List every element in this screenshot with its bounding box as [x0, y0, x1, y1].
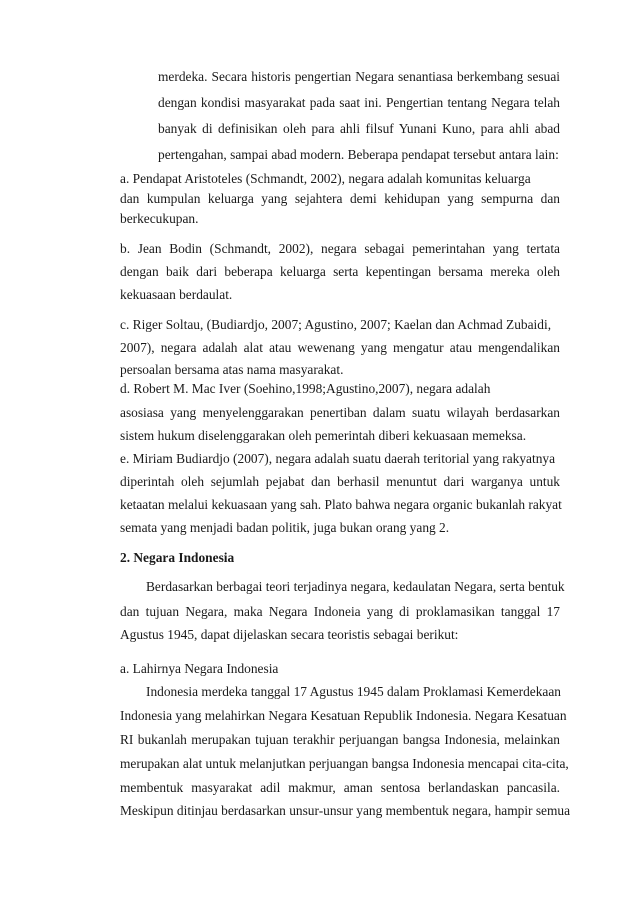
list-item-a-line: berkecukupan. — [120, 211, 199, 226]
section-paragraph-line: dan tujuan Negara, maka Negara Indoneia yang di proklamasikan tanggal 17 — [120, 604, 560, 619]
list-item-a-line: dan kumpulan keluarga yang sejahtera demi kehidupan yang sempurna dan — [120, 191, 560, 206]
section-heading: 2. Negara Indonesia — [120, 550, 235, 565]
list-item-d-line: asosiasa yang menyelenggarakan penertiban dalam suatu wilayah berdasarkan — [120, 405, 560, 420]
list-item-b-line: b. Jean Bodin (Schmandt, 2002), negara sebagai pemerintahan yang tertata — [120, 241, 560, 256]
list-item-e-line: e. Miriam Budiardjo (2007), negara adalah suatu daerah teritorial yang rakyatnya — [120, 451, 556, 466]
intro-line: merdeka. Secara historis pengertian Negara senantiasa berkembang sesuai — [158, 69, 560, 84]
sub-paragraph-line: Indonesia merdeka tanggal 17 Agustus 1945 dalam Proklamasi Kemerdekaan — [146, 684, 561, 699]
list-item-d-line: sistem hukum diselenggarakan oleh pemerintah diberi kekuasaan memeksa. — [120, 428, 527, 443]
list-item-c-line: 2007), negara adalah alat atau wewenang yang mengatur atau mengendalikan — [120, 340, 560, 355]
sub-paragraph-line: merupakan alat untuk melanjutkan perjuangan bangsa Indonesia mencapai cita-cita, — [120, 756, 569, 771]
list-item-e-line: ketaatan melalui kekuasaan yang sah. Plato bahwa negara organic bukanlah rakyat — [120, 497, 562, 512]
list-item-e-line: diperintah oleh sejumlah pejabat dan berhasil menuntut dari warganya untuk — [120, 474, 560, 489]
list-item-c-line: c. Riger Soltau, (Budiardjo, 2007; Agustino, 2007; Kaelan dan Achmad Zubaidi, — [120, 317, 552, 332]
list-item-b-line: dengan baik dari beberapa keluarga serta kepentingan bersama mereka oleh — [120, 264, 560, 279]
list-item-e-line: semata yang menjadi badan politik, juga bukan orang yang 2. — [120, 520, 450, 535]
sub-paragraph-line: membentuk masyarakat adil makmur, aman sentosa berlandaskan pancasila. — [120, 780, 560, 795]
list-item-d-line: d. Robert M. Mac Iver (Soehino,1998;Agustino,2007), negara adalah — [120, 381, 491, 396]
section-paragraph-line: Agustus 1945, dapat dijelaskan secara teoristis sebagai berikut: — [120, 627, 459, 642]
list-item-b-line: kekuasaan berdaulat. — [120, 287, 233, 302]
list-item-a-line: a. Pendapat Aristoteles (Schmandt, 2002), negara adalah komunitas keluarga — [120, 171, 531, 186]
intro-line: pertengahan, sampai abad modern. Beberapa pendapat tersebut antara lain: — [158, 147, 559, 162]
sub-paragraph-line: Meskipun ditinjau berdasarkan unsur-unsur yang membentuk negara, hampir semua — [120, 803, 571, 818]
intro-line: dengan kondisi masyarakat pada saat ini. Pengertian tentang Negara telah — [158, 95, 560, 110]
sub-paragraph-line: RI bukanlah merupakan tujuan terakhir perjuangan bangsa Indonesia, melainkan — [120, 732, 560, 747]
sub-heading: a. Lahirnya Negara Indonesia — [120, 661, 279, 676]
list-item-c-line: persoalan bersama atas nama masyarakat. — [120, 362, 344, 377]
sub-paragraph-line: Indonesia yang melahirkan Negara Kesatuan Republik Indonesia. Negara Kesatuan — [120, 708, 567, 723]
section-paragraph-line: Berdasarkan berbagai teori terjadinya negara, kedaulatan Negara, serta bentuk — [146, 579, 565, 594]
intro-line: banyak di definisikan oleh para ahli filsuf Yunani Kuno, para ahli abad — [158, 121, 560, 136]
